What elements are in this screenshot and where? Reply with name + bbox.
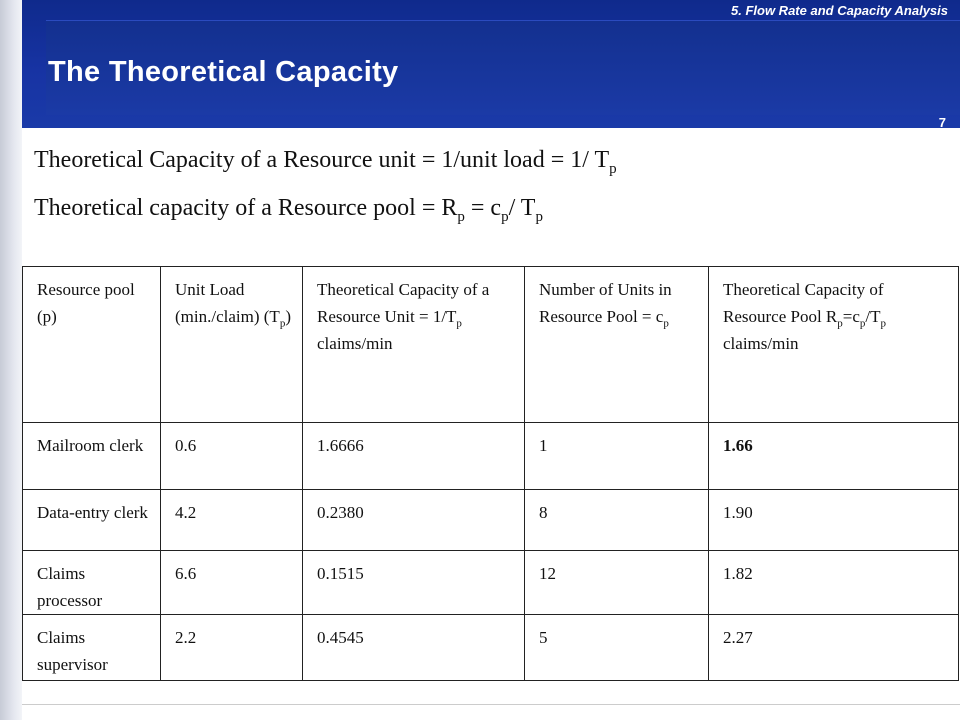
table-row [23,615,959,681]
cell-unit-load: 4.2 [161,490,303,551]
formula-resource-unit: Theoretical Capacity of a Resource unit = 1/unit load = 1/ $T_p$ [34,147,617,177]
cell-pool-capacity-bottleneck: 1.66 [709,423,959,490]
cell-unit-capacity: 0.1515 [303,551,525,615]
page-number: 7 [938,115,946,130]
cell-units: 8 [525,490,709,551]
cell-unit-capacity: 0.2380 [303,490,525,551]
cell-units: 5 [525,615,709,681]
cell-unit-load: 0.6 [161,423,303,490]
cell-pool-name: Data-entry clerk [23,490,161,551]
table-row [23,423,959,490]
header-cell-unit-load: Unit Load (min./claim) $(T_p)$ [161,267,303,423]
cell-pool-capacity: 1.90 [709,490,959,551]
header-cell-number-of-units: Number of Units in Resource Pool = $c_p$ [525,267,709,423]
bottom-rule [22,704,960,705]
cell-pool-capacity: 2.27 [709,615,959,681]
left-decorative-band [0,0,22,720]
cell-pool-name: Claims supervisor [23,615,161,681]
cell-pool-name: Claims processor [23,551,161,615]
cell-unit-capacity: 0.4545 [303,615,525,681]
cell-units: 12 [525,551,709,615]
table-header-row [23,267,959,423]
header-cell-unit-capacity: Theoretical Capacity of a Resource Unit = $1/T_p$ claims/min [303,267,525,423]
cell-unit-load: 2.2 [161,615,303,681]
cell-unit-capacity: 1.6666 [303,423,525,490]
slide-title: The Theoretical Capacity [48,56,399,88]
cell-pool-capacity: 1.82 [709,551,959,615]
formula-resource-pool: Theoretical capacity of a Resource pool = $R_p = c_p/$ $T_p$ [34,195,543,225]
header-cell-pool-capacity: Theoretical Capacity of Resource Pool $R_p=c_p/T_p$ claims/min [709,267,959,423]
cell-unit-load: 6.6 [161,551,303,615]
capacity-table [22,266,959,681]
section-label: 5. Flow Rate and Capacity Analysis [731,3,948,18]
table-row [23,490,959,551]
cell-units: 1 [525,423,709,490]
cell-pool-name: Mailroom clerk [23,423,161,490]
header-cell-resource-pool: Resource pool (p) [23,267,161,423]
table-row [23,551,959,615]
